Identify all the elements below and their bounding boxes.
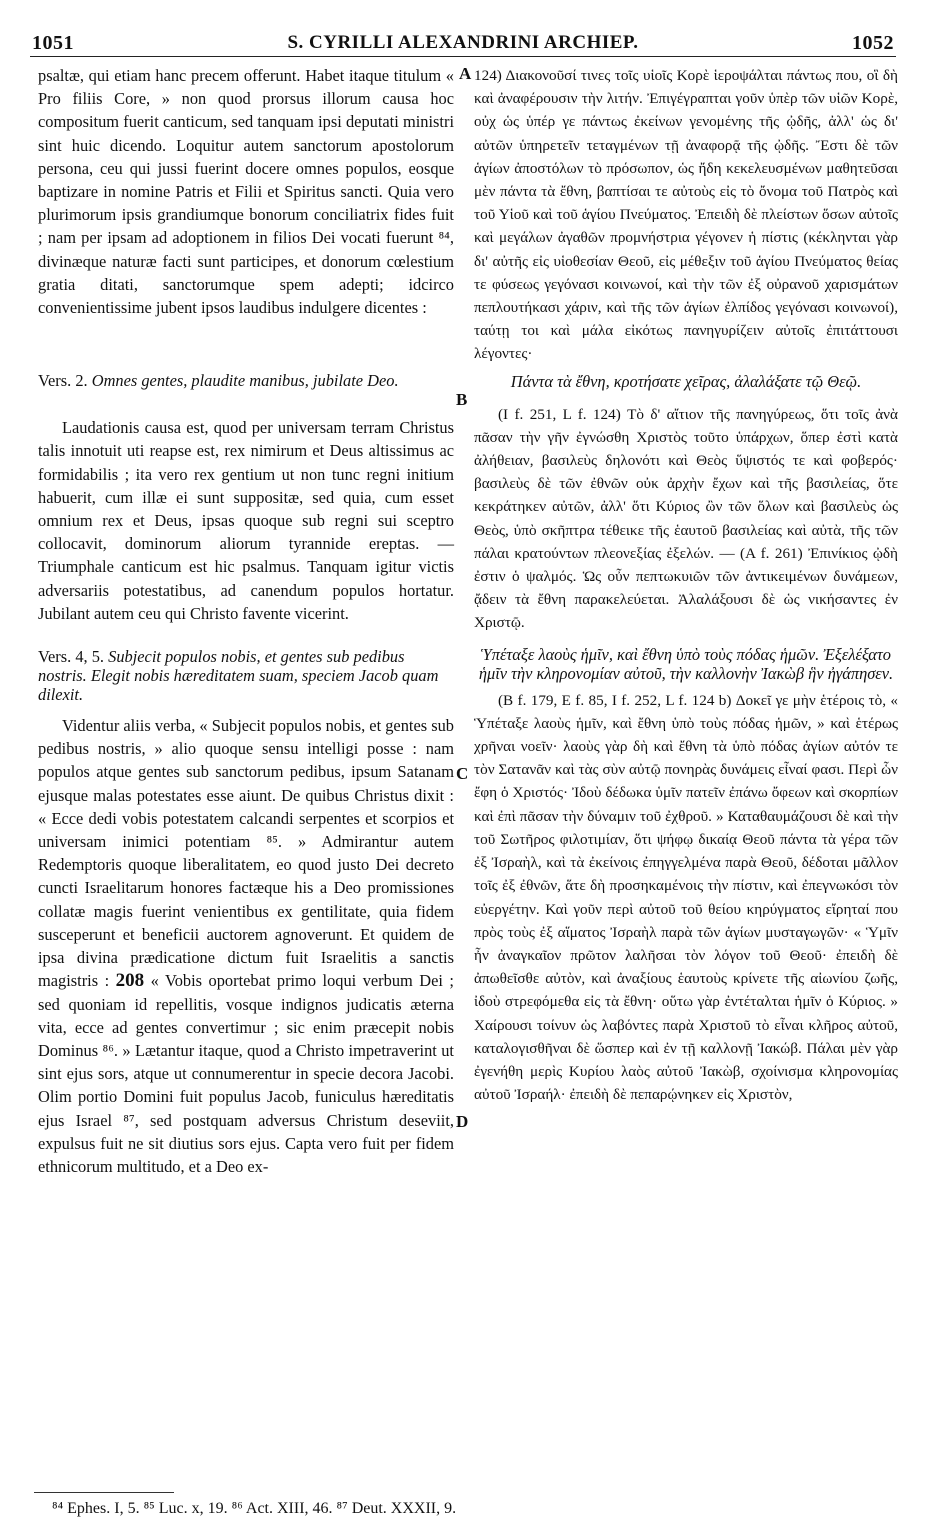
latin-paragraph-3a: Videntur aliis verba, « Subjecit populos nobis, et gentes sub pedibus nostris, » alio quoque sensu intelligi posse : nam populos atque gentes sub sanctorum pedibus, ipsum Satanam ejusque malas potestates esse aiunt. De quibus Christus dixit : « Ecce dedi vobis potestatem calcandi serpentes et scorpios et universam inimici potentiam ⁸⁵. » Admirantur autem Redemptoris quoque liberalitatem, eo quod justo Dei decreto cuncti Israelitarum honores factæque his a Deo promissiones collatæ magis fuerint venientibus ex gentilitate, quia fidem susceperunt et beneficii auctorem agnoverunt. Et quidem de ipsa divina prædicatione dictum fuit Israelitis a sanctis magistris : <box>38 716 454 991</box>
verse-label: Vers. 4, 5. <box>38 647 105 667</box>
latin-paragraph-3b: « Vobis oportebat primo loqui verbum Dei ; sed quoniam id repellitis, vosque indignos judicatis æterna vita, ecce ad gentes convertimur ; sic enim præcepit nobis Dominus ⁸⁶. » Lætantur itaque, quod a Christo impetraverint ut sint ejus sors, atque ut connumerentur in specie decora Jacobi. Olim portio Domini fuit populus Jacob, funiculus hæreditatis ejus Israel ⁸⁷, sed postquam adversus Christum deseviit, expulsus fuit ne sit diutius sors ejus. Capta vero fuit per fidem ethnicorum multitudo, et a Deo ex- <box>38 971 454 1176</box>
greek-column <box>474 64 898 1106</box>
greek-verse-2-heading: Πάντα τὰ ἔθνη, κροτήσατε χεῖρας, ἀλαλάξατε τῷ Θεῷ. <box>510 371 862 391</box>
latin-paragraph-3 <box>38 714 454 1178</box>
footnote-rule <box>34 1492 174 1493</box>
page-header <box>30 30 896 57</box>
running-title: S. CYRILLI ALEXANDRINI ARCHIEP. <box>287 32 639 53</box>
margin-letter-d: D <box>456 1112 469 1131</box>
latin-paragraph-2: Laudationis causa est, quod per universam terram Christus talis innotuit uti reapse est, rex nimirum et Deus altissimus ac formidabilis ; ita vero rex gentium ut non tunc regni initium habuerit, cum illæ ei sunt suppositæ, sed quia, cum esset omnium rex et Deus, ipsas quoque sub regni sui sceptro collocavit, dominorum aliorum tyrannide ereptas. — Triumphale canticum est hic psalmus. Tanquam igitur victis adversariis potestatibus, ad canendum populos hortatur. Jubilant autem ceu qui Christo favente vicerint. <box>38 418 454 623</box>
greek-paragraph-1: 124) Διακονοῦσί τινες τοῖς υἱοῖς Κορὲ ἱεροψάλται πάντως που, οἳ δὴ καὶ ἀναφέρουσιν τὴν λιτήν. Ἐπιγέγραπται γοῦν ὑπὲρ τῶν υἱῶν Κορὲ, οὐχ ὡς ὑπέρ γε πάντως ἐκείνων γενομένης τῆς ᾠδῆς, ἀλλ' ὡς δι' αὐτῶν ὑπηρετεῖν τεταγμένων τῇ ἀναφορᾷ τῆς ᾠδῆς. Ἔστι δὲ τῶν ἁγίων ἀποστόλων τὸ πρόσωπον, ὡς ἤδη κεκελευσμένων μαθητεῦσαι μὲν πάντα τὰ ἔθνη, βαπτίσαι τε αὐτοὺς εἰς τὸ ὄνομα τοῦ Πατρὸς καὶ τοῦ Υἱοῦ καὶ τοῦ ἁγίου Πνεύματος. Ἐπειδὴ δὲ πλείστων ὅσων αὐτοῖς καὶ μεγάλων ἀγαθῶν προμνήστρια γέγονεν ἡ πίστις (κέκληνται γὰρ δι' αὐτῆς εἰς υἱοθεσίαν Θεοῦ, εἰς μέθεξιν τοῦ ἁγίου Πνεύματος θείας τε φύσεως γεγόνασι κοινωνοί, καὶ τὴν τῶν ἐξ οὐρανοῦ χαρισμάτων πεπλουτήκασι χάριν, καὶ τῆς τῶν ἁγίων ἐλπίδος γεγόνασι κοινωνοί), ταύτῃ τοι καὶ μάλα εἰκότως πανηγυρίζειν αὐτοῖς ἐπιτάττουσι λέγοντες· <box>474 67 898 363</box>
margin-letter-a: A <box>459 64 472 83</box>
greek-paragraph-3: (B f. 179, E f. 85, I f. 252, L f. 124 b) Δοκεῖ γε μὴν ἑτέροις τὸ, « Ὑπέταξε λαοὺς ἡμῖν, καὶ ἔθνη ὑπὸ τοὺς πόδας ἡμῶν, » καὶ ἑτέρως χρῆναι νοεῖν· λαοὺς γὰρ δὴ καὶ ἔθνη τὰ ὑπὸ πόδας ἁγίων αὐτόν τε τὸν Σατανᾶν καὶ τὰς σὺν αὐτῷ πονηρὰς δυνάμεις εἶναί φασι. Περὶ ὧν ἔφη ὁ Χριστός· Ἰδοὺ δέδωκα ὑμῖν πατεῖν ἐπάνω ὄφεων καὶ σκορπίων καὶ ἐπὶ πᾶσαν τὴν δύναμιν τοῦ ἐχθροῦ. » Καταθαυμάζουσι δὲ καὶ τὴν τοῦ Σωτῆρος φιλοτιμίαν, ὅτι ψήφῳ δικαίᾳ Θεοῦ πάντα τὰ γέρα τῶν ἐξ Ἰσραὴλ, καὶ τὰ ἐκείνοις ἐπηγγελμένα παρὰ Θεοῦ, δέδοται μᾶλλον τοῖς ἐξ ἐθνῶν, ἅτε δὴ προσηκαμένοις τὴν πίστιν, καὶ ἐπεγνωκόσι τὸν εὐεργέτην. Καὶ γοῦν περὶ αὐτοῦ τοῦ θείου κηρύγματος εἴρηταί που πρὸς τοὺς ἐξ αἵματος Ἰσραὴλ παρὰ τῶν ἁγίων μυσταγωγῶν· « Ὑμῖν ἦν ἀναγκαῖον πρῶτον λαλῆσαι τὸν λόγον τοῦ Θεοῦ· ἐπειδὴ δὲ ἀπωθεῖσθε αὐτὸν, καὶ ἀναξίους ἑαυτοὺς κρίνετε τῆς αἰωνίου ζωῆς, ἰδοὺ στρεφόμεθα εἰς τὰ ἔθνη· οὕτω γὰρ ἐντέταλται ἡμῖν ὁ Κύριος. » Χαίρουσι τοίνυν ὡς λαβόντες παρὰ Χριστοῦ τὸ εἶναι κλῆρος αὐτοῦ, καταλογισθῆναι δὲ ὥσπερ καὶ ἐν τῇ καλλονῇ Ἰακώβ. Πάλαι μὲν γὰρ ἐγενήθη μερὶς Κυρίου λαὸς αὐτοῦ Ἰακὼβ, σχοίνισμα κληρονομίας αὐτοῦ Ἰσραήλ· ἐπειδὴ δὲ πεπαρῴνηκεν εἰς Χριστὸν, <box>474 691 898 1104</box>
latin-verse-2-heading <box>38 371 454 390</box>
verse-text: Omnes gentes, plaudite manibus, jubilate Deo. <box>91 371 399 391</box>
greek-paragraph-2: (I f. 251, L f. 124) Τὸ δ' αἴτιον τῆς πανηγύρεως, ὅτι τοῖς ἀνὰ πᾶσαν τὴν γῆν ἐγνώσθη Χριστὸς τοῦτο ὑπάρχων, ὅπερ ἐστὶ κατὰ ἀλήθειαν, βασιλεὺς δηλονότι καὶ Θεὸς ὕψιστός τε καὶ φοβερός· βασιλεὺς δὲ τῶν ἐθνῶν οὐκ ἀρχὴν ἔχων καὶ τῆς βασιλείας, ὅτε κεκράτηκεν αὐτῶν, ἀλλ' ὅτι Κύριος ὢν τῶν ὅλων καὶ βασιλεὺς ὡς Θεὸς, ὑπὸ σκῆπτρα τέθεικε τῆς ἑαυτοῦ βασιλείας καὶ αὐτὰ, τῆς τῶν πάλαι κρατούντων πλεονεξίας ἐξελών. — (A f. 261) Ἐπινίκιος ᾠδὴ ἐστιν ὁ ψαλμός. Ὡς οὖν πεπτωκυιῶν τῶν ἀντικειμένων δυνάμεων, ᾄδειν τὰ ἔθνη παρακελεύεται. Ἀλαλάξουσι δὲ ὡς νικήσαντες ἐν Χριστῷ. <box>474 405 898 632</box>
latin-verse-4-5-heading <box>38 647 454 704</box>
page-number-left: 1051 <box>32 32 74 54</box>
column-number-208: 208 <box>115 970 145 992</box>
margin-letter-b: B <box>456 390 468 409</box>
latin-paragraph-1: psaltæ, qui etiam hanc precem offerunt. Habet itaque titulum « Pro filiis Core, » non quod prorsus illorum causa hoc compositum fuerit canticum, sed tanquam ipsi deputati ministri sint huic dicendo. Loquitur autem sanctorum apostolorum persona, ceu qui jussi fuerint docere omnes populos, eosque baptizare in nomine Patris et Filii et Spiritus sancti. Quia vero plurimorum ipsis grandiumque bonorum conciliatrix fides fuit ; nam per ipsam ad adoptionem in filios Dei vocati fuerunt ⁸⁴, divinæque naturæ facti sunt participes, et donorum cœlestium gratia ditati, sanctorumque spem adepti; idcirco convenientissime jubent ipsos laudibus indulgere dicentes : <box>38 66 454 318</box>
footnotes: ⁸⁴ Ephes. I, 5. ⁸⁵ Luc. x, 19. ⁸⁶ Act. XIII, 46. ⁸⁷ Deut. XXXII, 9. <box>52 1500 457 1517</box>
verse-label: Vers. 2. <box>38 371 88 391</box>
latin-column <box>38 64 454 1178</box>
page-number-right: 1052 <box>852 32 894 54</box>
margin-letter-c: C <box>456 764 469 783</box>
verse-text: Subjecit populos nobis, et gentes sub pedibus nostris. Elegit nobis hæreditatem suam, speciem Jacob quam dilexit. <box>38 647 439 705</box>
greek-verse-4-5-heading: Ὑπέταξε λαοὺς ἡμῖν, καὶ ἔθνη ὑπὸ τοὺς πόδας ἡμῶν. Ἐξελέξατο ἡμῖν τὴν κληρονομίαν αὐτοῦ, τὴν καλλονὴν Ἰακὼβ ἣν ἠγάπησεν. <box>478 644 894 683</box>
